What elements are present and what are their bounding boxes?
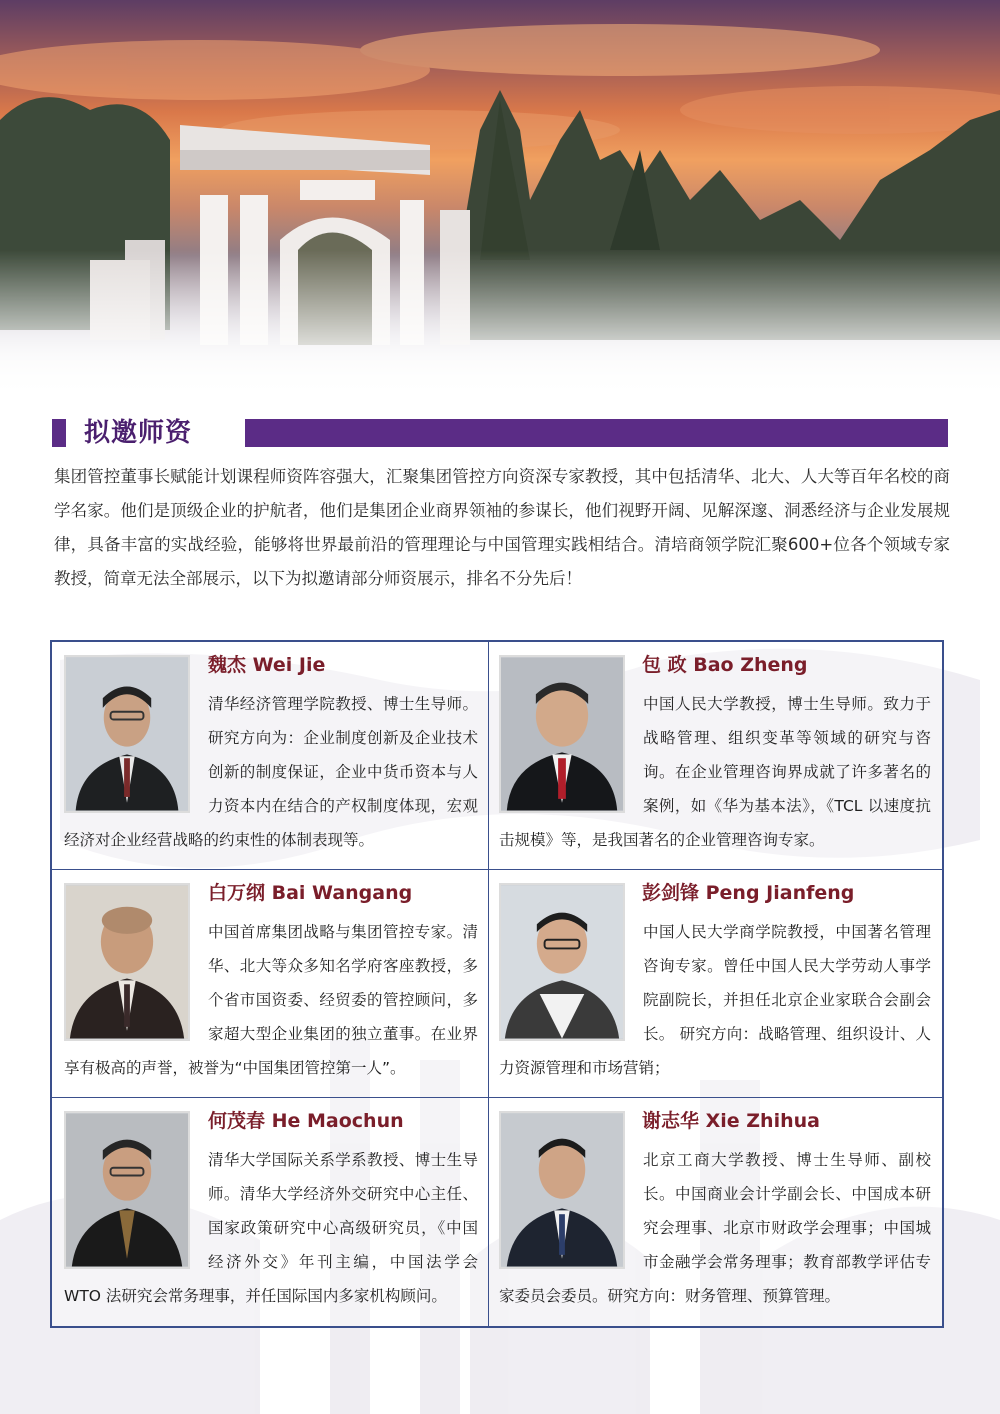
faculty-bio [499,1143,931,1313]
faculty-name: 包 政 Bao Zheng [642,654,808,676]
faculty-bio-text: 中国首席集团战略与集团管控专家。清华、北大等众多知名学府客座教授，多个省市国资委、经贸委的管控顾问，多家超大型企业集团的独立董事。在业界享有极高的声誉，被誉为“中国集团管控第一人”。 [64,923,478,1077]
faculty-bio-text: 北京工商大学教授、博士生导师、副校长。中国商业会计学副会长、中国成本研究会理事、北京市财政学会理事；中国城市金融学会常务理事；教育部教学评估专家委员会委员。研究方向：财务管理、预算管理。 [499,1151,931,1305]
faculty-card [52,642,489,870]
faculty-name: 白万纲 Bai Wangang [208,882,413,904]
faculty-bio-text: 中国人民大学教授，博士生导师。致力于战略管理、组织变革等领域的研究与咨询。在企业管理咨询界成就了许多著名的案例，如《华为基本法》，《TCL 以速度抗击规模》等，是我国著名的企业管理咨询专家。 [499,695,931,849]
faculty-card [52,1098,489,1326]
faculty-name: 何茂春 He Maochun [208,1110,404,1132]
faculty-name: 魏杰 Wei Jie [208,654,326,676]
faculty-name: 谢志华 Xie Zhihua [642,1110,820,1132]
hero-fade [0,250,1000,400]
section-title: 拟邀师资 [84,418,193,448]
faculty-bio-text: 清华经济管理学院教授、博士生导师。研究方向为：企业制度创新及企业技术创新的制度保证，企业中货币资本与人力资本内在结合的产权制度体现，宏观经济对企业经营战略的约束性的体制表现等。 [64,695,478,849]
section-heading [52,417,948,449]
faculty-bio-text: 清华大学国际关系学系教授、博士生导师。清华大学经济外交研究中心主任、国家政策研究中心高级研究员，《中国经济外交》年刊主编，中国法学会 WTO 法研究会常务理事，并任国际国内多家机构顾问。 [64,1151,478,1305]
faculty-bio [64,915,478,1085]
faculty-bio [499,687,931,857]
faculty-card [52,870,489,1098]
faculty-grid [50,640,944,1328]
hero-banner [0,0,1000,400]
faculty-bio-text: 中国人民大学商学院教授，中国著名管理咨询专家。曾任中国人民大学劳动人事学院副院长，并担任北京企业家联合会副会长。 研究方向：战略管理、组织设计、人力资源管理和市场营销； [499,923,931,1077]
faculty-card [489,870,942,1098]
faculty-name: 彭剑锋 Peng Jianfeng [642,882,855,904]
faculty-bio [499,915,931,1085]
heading-accent-bar [245,419,948,447]
faculty-bio [64,1143,478,1313]
faculty-card [489,642,942,870]
faculty-bio [64,687,478,857]
heading-accent-mark [52,419,66,447]
faculty-card [489,1098,942,1326]
intro-paragraph: 集团管控董事长赋能计划课程师资阵容强大，汇聚集团管控方向资深专家教授，其中包括清华、北大、人大等百年名校的商学名家。他们是顶级企业的护航者，他们是集团企业商界领袖的参谋长，他们视野开阔、见解深邃、洞悉经济与企业发展规律，具备丰富的实战经验，能够将世界最前沿的管理理论与中国管理实践相结合。清培商领学院汇聚600+位各个领域专家教授，简章无法全部展示，以下为拟邀请部分师资展示，排名不分先后！ [54,467,950,588]
